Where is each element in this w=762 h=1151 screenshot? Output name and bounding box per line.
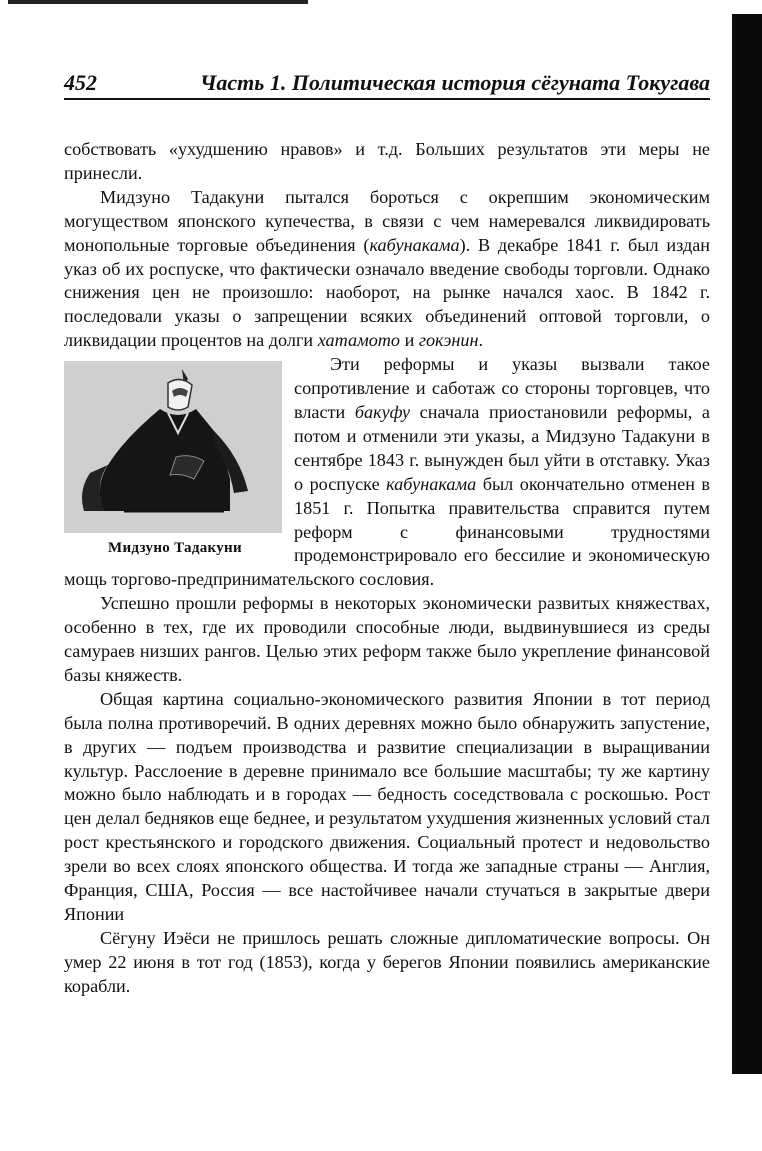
paragraph-1: собствовать «ухудшению нравов» и т.д. Больших результатов эти меры не принесли. (64, 139, 710, 183)
term-hatamoto: хатамото (317, 330, 401, 351)
term-gokenin: гокэнин (418, 330, 479, 351)
running-header (64, 70, 710, 100)
paragraph-6: Сёгуну Иэёси не пришлось решать сложные дипломатические вопросы. Он умер 22 июня в тот год (1853), когда у берегов Японии появились американские корабли. (64, 927, 710, 996)
running-title: Часть 1. Политическая история сёгуната Токугава (199, 70, 710, 95)
paragraph-3: Эти реформы и указы вызвали такое сопротивление и саботаж со стороны торговцев, что власти бакуфу сначала приостановили реформы, а потом и отменили эти указы, а Мидзуно Тадакуни в сентябре 1843 г. вынужден был уйти в отставку. Указ о роспуске кабунакама был окончательно отменен в 1851 г. Попытка правительства справится путем реформ с финансовыми трудностями продемонстрировало его бессилие и экономическую мощь торгово-предпринимательского сословия. (64, 354, 710, 590)
portrait-figure (64, 353, 286, 561)
figure-caption: Мидзуно Тадакуни (108, 540, 242, 557)
page-number: 452 (64, 70, 97, 95)
term-bakufu: бакуфу (354, 401, 411, 422)
top-rule (8, 0, 308, 4)
term-kabunakama-2: кабунакама (386, 473, 477, 494)
page-body (64, 138, 710, 999)
paragraph-2: Мидзуно Тадакуни пытался бороться с окрепшим экономическим могуществом японского купечества, в связи с чем намеревался ликвидировать монопольные торговые объединения (кабунакама). В декабре 1841 г. был издан указ об их роспуске, что фактически означало введение свободы торговли. Однако снижения цен не произошло: наоборот, на рынке начался хаос. В 1842 г. последовали указы о запрещении всяких объединений оптовой торговли, о ликвидации процентов на долги хатамото и гокэнин. (64, 186, 711, 351)
scan-edge-bar (732, 14, 762, 1074)
portrait-illustration (64, 361, 282, 533)
paragraph-5: Общая картина социально-экономического развития Японии в тот период была полна противоречий. В одних деревнях можно было обнаружить запустение, в других — подъем производства и развитие специализации в выращивании культур. Расслоение в деревне принимало все большие масштабы; ту же картину можно было наблюдать и в городах — бедность соседствовала с роскошью. Рост цен делал бедняков еще беднее, и результатом ухудшения жизненных условий стал рост крестьянского и городского движения. Социальный протест и недовольство зрели во всех слоях японского общества. И тогда же западные страны — Англия, Франция, США, Россия — все настойчивее начали стучаться в закрытые двери Японии (64, 688, 710, 924)
paragraph-4: Успешно прошли реформы в некоторых экономически развитых княжествах, особенно в тех, где их проводили способные люди, выдвинувшиеся из среды самураев низших рангов. Целью этих реформ также было укрепление финансовой базы княжеств. (64, 593, 710, 685)
term-kabunakama: кабунакама (369, 234, 460, 255)
